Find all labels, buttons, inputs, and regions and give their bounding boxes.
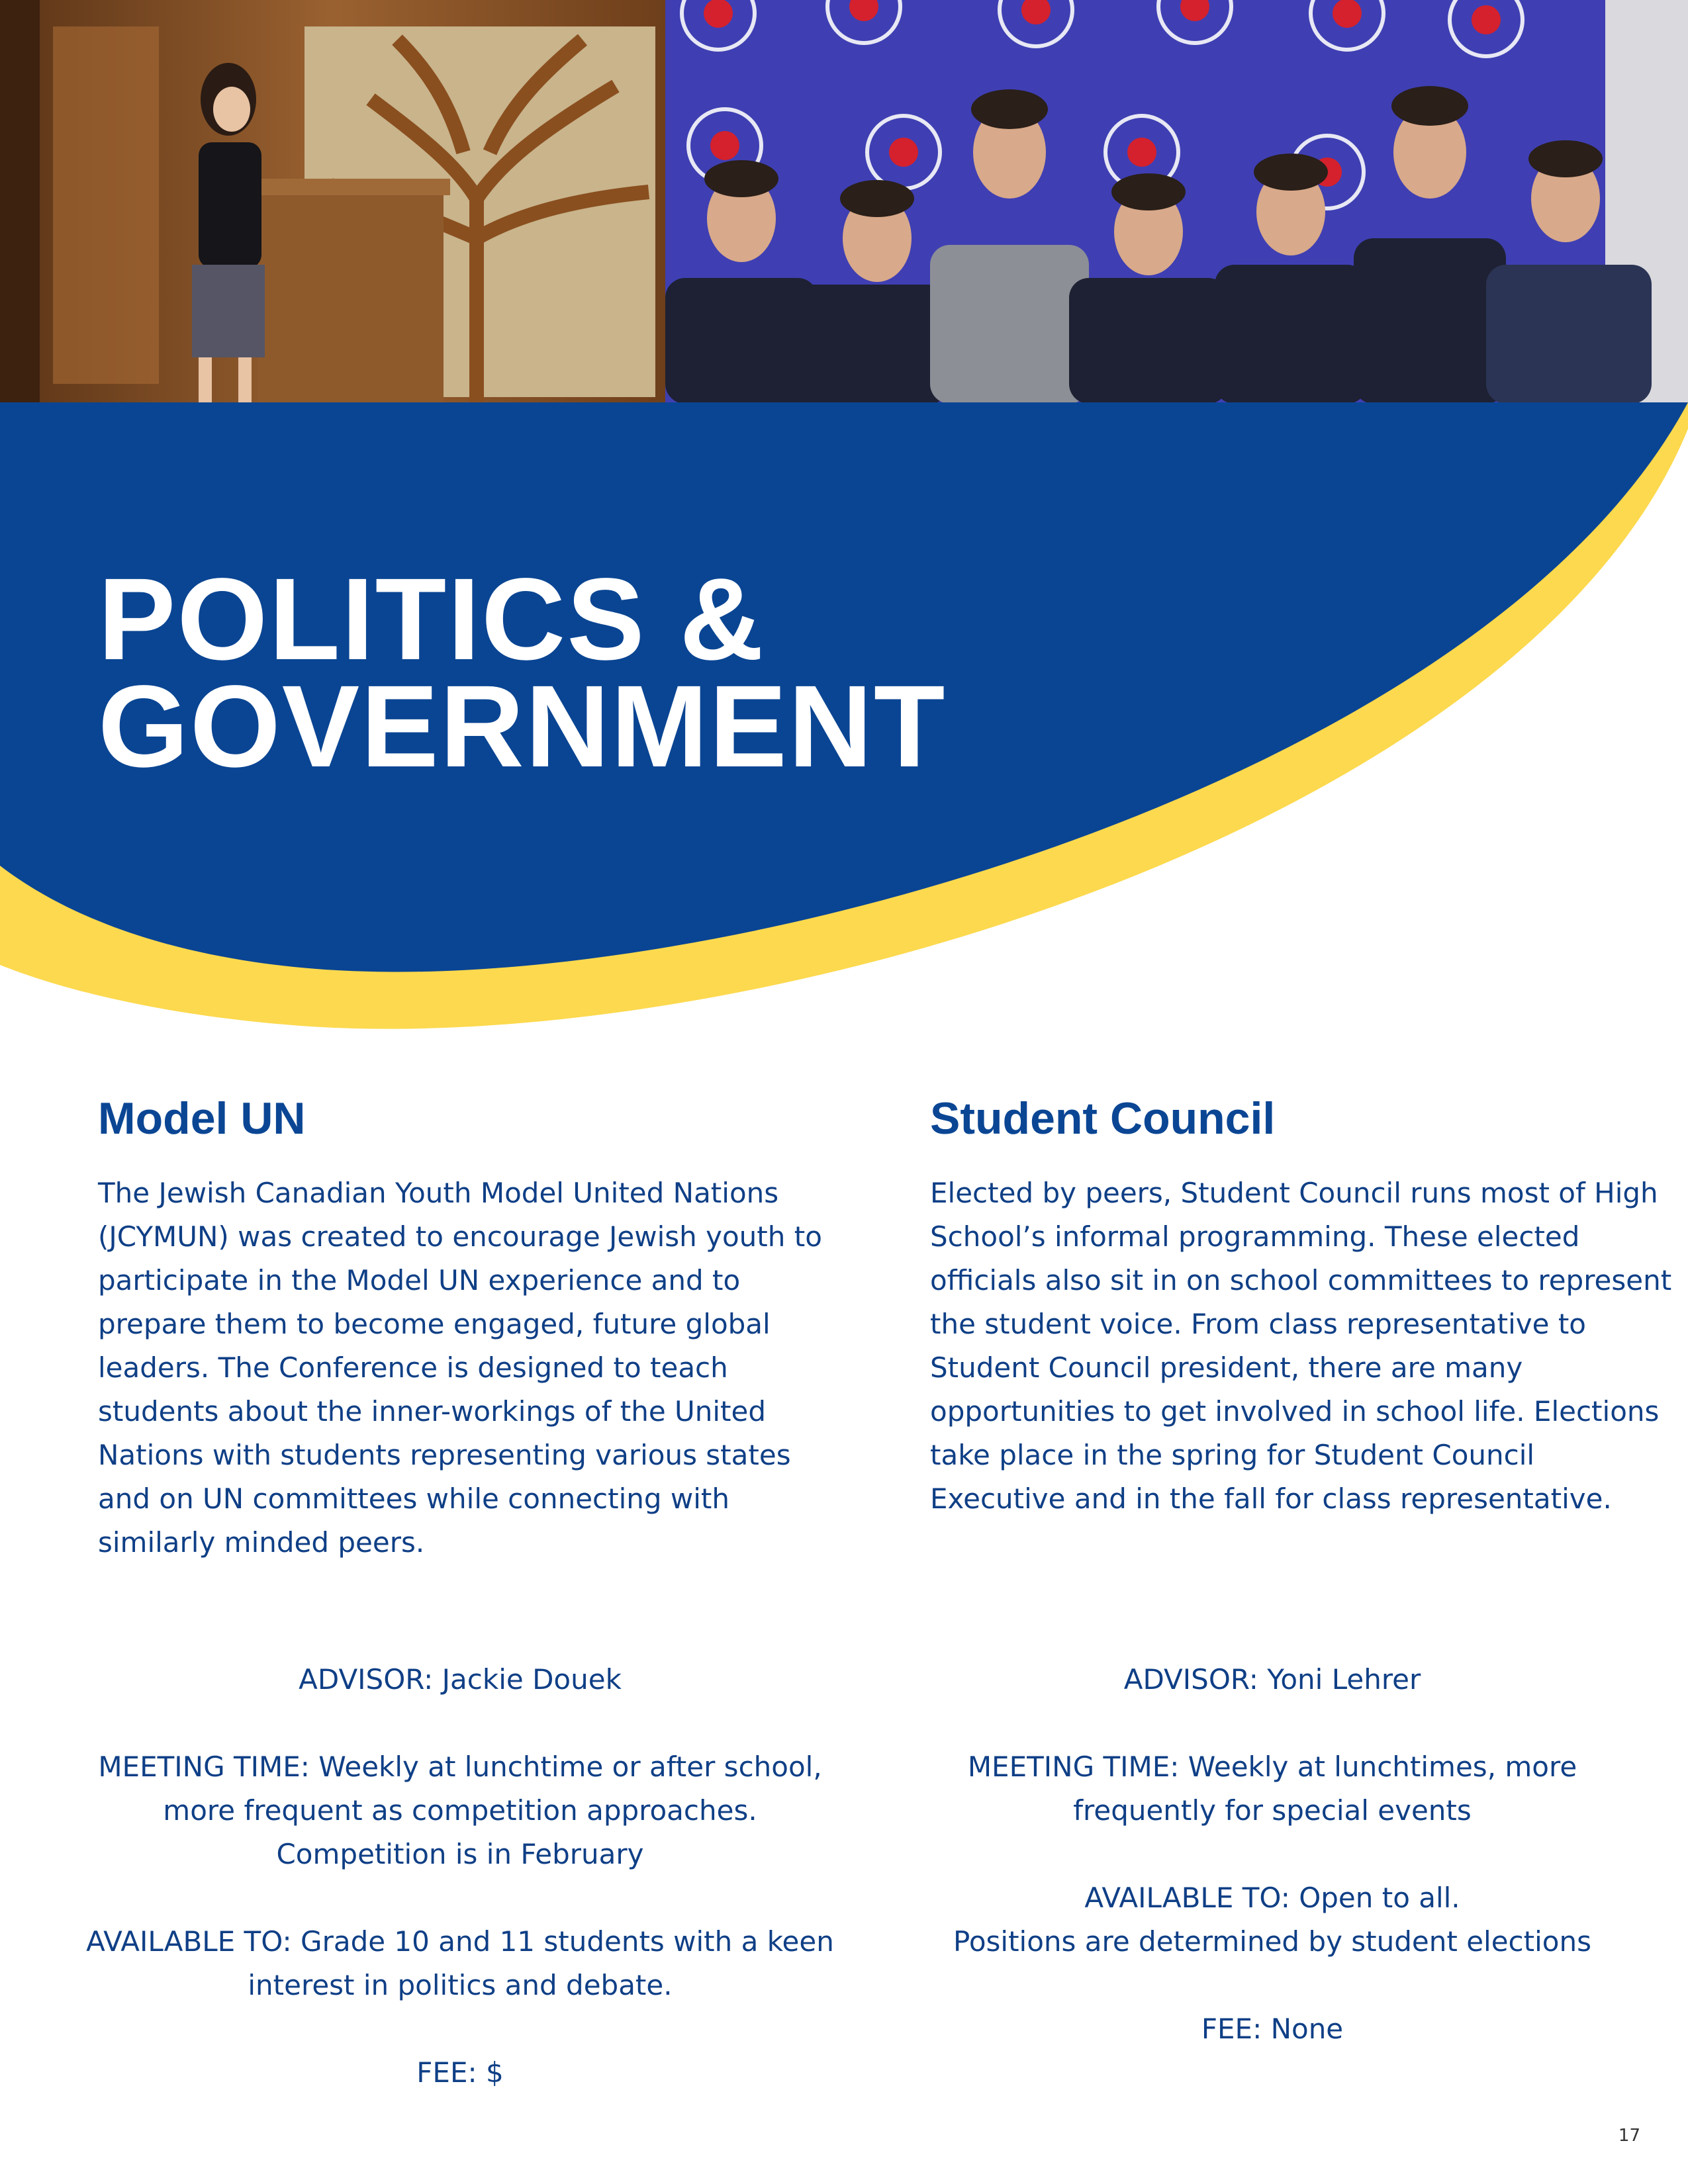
student-council-positions-note: Positions are determined by student elections <box>953 1925 1591 1958</box>
model-un-details <box>86 1658 834 2095</box>
page-title <box>98 555 947 792</box>
model-un-fee: FEE: $ <box>416 2056 504 2089</box>
student-council-advisor: ADVISOR: Yoni Lehrer <box>1123 1663 1421 1696</box>
student-council-heading: Student Council <box>930 1093 1276 1144</box>
model-un-section <box>98 1092 846 1565</box>
student-council-section <box>930 1092 1678 1521</box>
page-title-line-2: GOVERNMENT <box>98 662 947 792</box>
page-title-line-1: POLITICS & <box>98 555 765 684</box>
speaker-at-podium-image <box>0 0 665 404</box>
model-un-description: The Jewish Canadian Youth Model United Nations (JCYMUN) was created to encourage Jewish youth to participate in the Model UN experience and to prepare them to become engaged, future global leaders. The Conference is designed to teach students about the inner-workings of the United Nations with students representing various states and on UN committees while connecting with similarly minded peers. <box>98 1177 822 1559</box>
model-un-advisor: ADVISOR: Jackie Douek <box>299 1663 622 1696</box>
speaker-photo <box>0 0 665 404</box>
model-un-available-to: AVAILABLE TO: Grade 10 and 11 students with a keen interest in politics and debate. <box>86 1925 834 2001</box>
model-un-meeting-time: MEETING TIME: Weekly at lunchtime or after school, more frequent as competition approaches. Competition is in February <box>98 1751 822 1870</box>
student-council-fee: FEE: None <box>1201 2013 1344 2045</box>
student-council-description: Elected by peers, Student Council runs most of High School’s informal programming. These elected officials also sit in on school committees to represent the student voice. From class representative to Student Council president, there are many opportunities to get involved in school life. Elections take place in the spring for Student Council Executive and in the fall for class representative. <box>930 1177 1672 1515</box>
page-number: 17 <box>1618 2126 1640 2146</box>
group-image <box>665 0 1688 404</box>
model-un-heading: Model UN <box>98 1093 306 1144</box>
student-council-available-to: AVAILABLE TO: Open to all. <box>1084 1882 1460 1914</box>
model-un-group-photo <box>665 0 1688 404</box>
student-council-details <box>898 1658 1646 2051</box>
student-council-meeting-time: MEETING TIME: Weekly at lunchtimes, more frequently for special events <box>967 1751 1577 1827</box>
